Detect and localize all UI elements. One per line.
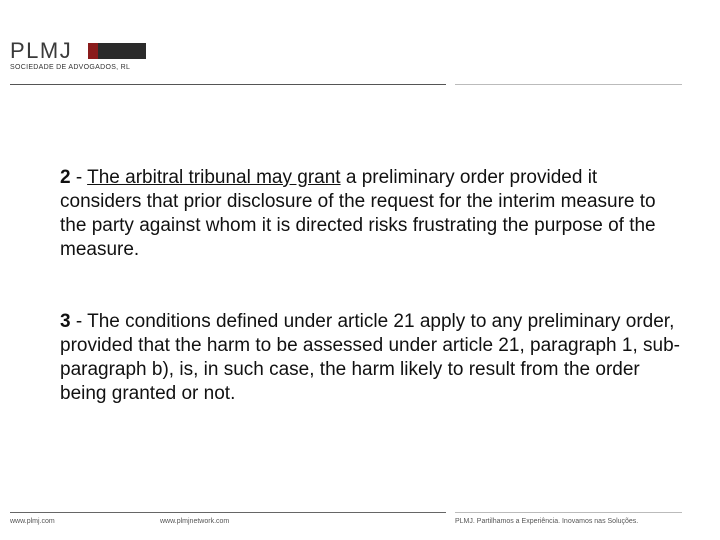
paragraph-3 [60, 310, 680, 406]
paragraph-text: The conditions defined under article 21 apply to any preliminary order, provided that the harm to be assessed under article 21, paragraph 1, sub-paragraph b), is, in such case, the harm likely to result from the order being granted or not. [60, 311, 680, 404]
paragraph-text: a preliminary order provided it considers that prior disclosure of the request for the interim measure to the party against whom it is directed risks frustrating the purpose of the measure. [60, 167, 656, 260]
logo-subtitle: SOCIEDADE DE ADVOGADOS, RL [10, 64, 131, 71]
paragraph-number: 2 [60, 167, 71, 188]
header-divider-right [455, 84, 682, 85]
logo-wordmark: PLMJ [10, 38, 73, 63]
footer-tagline: PLMJ. Partilhamos a Experiência. Inovamos nas Soluções. [455, 518, 639, 525]
footer-divider-right [455, 512, 682, 513]
paragraph-number: 3 [60, 311, 71, 332]
paragraph-separator: - [70, 167, 88, 188]
footer-link-plmjnetwork[interactable]: www.plmjnetwork.com [160, 518, 230, 525]
underlined-phrase: The arbitral tribunal may grant [87, 167, 341, 188]
logo-bar-accent [88, 43, 98, 59]
paragraph-2 [60, 166, 680, 262]
paragraph-separator: - [70, 311, 88, 332]
header-divider-left [10, 84, 446, 85]
slide-body [60, 166, 680, 406]
footer-link-plmj[interactable]: www.plmj.com [10, 518, 55, 525]
footer-divider-left [10, 512, 446, 513]
